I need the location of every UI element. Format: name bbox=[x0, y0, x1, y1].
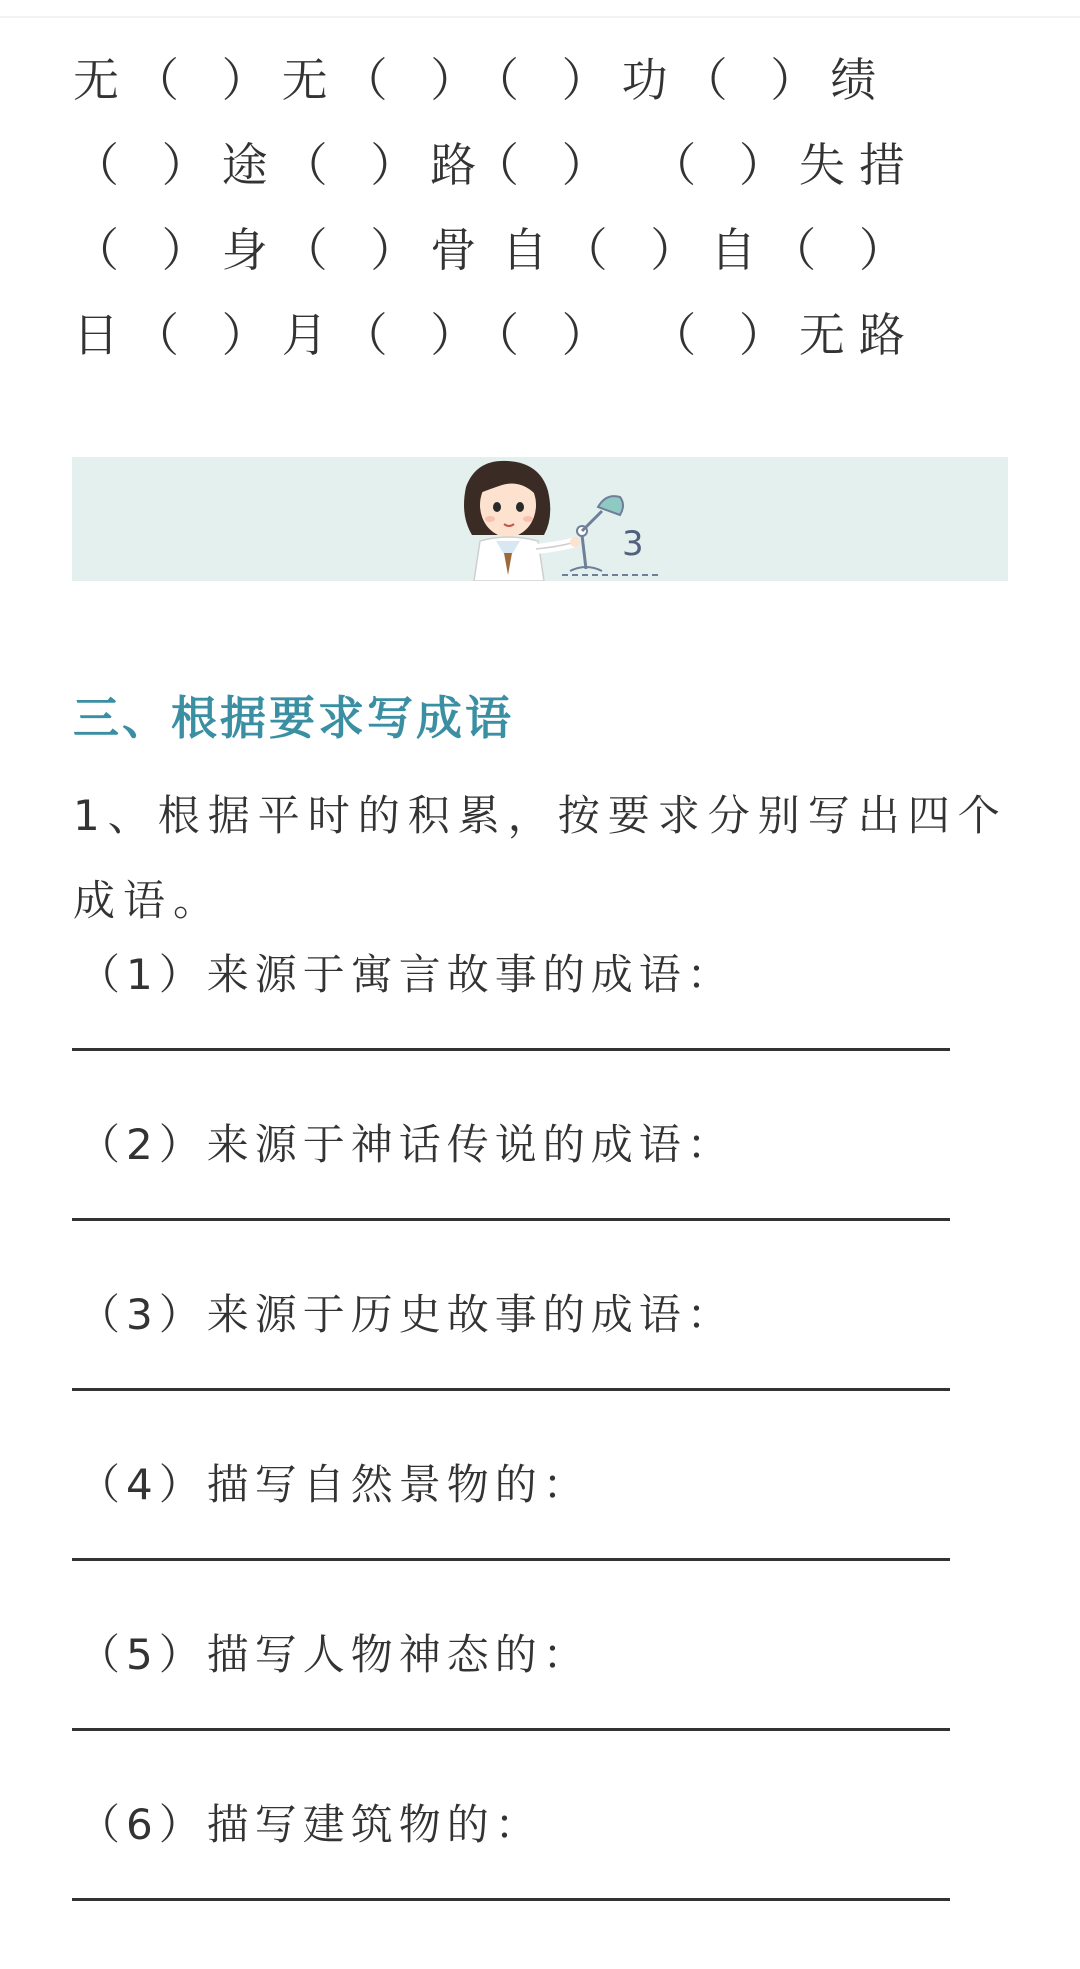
answer-blank-line[interactable] bbox=[72, 1218, 950, 1221]
idiom-fill-grid bbox=[73, 38, 1033, 378]
sub-question bbox=[78, 1625, 998, 1685]
idiom-item: 无（ ）无（ ） bbox=[73, 53, 491, 107]
sub-question bbox=[78, 1455, 998, 1515]
sub-question bbox=[78, 945, 998, 1005]
sub-question-label: （1）来源于寓言故事的成语： bbox=[78, 950, 735, 999]
sub-question-label: （4）描写自然景物的： bbox=[78, 1460, 591, 1509]
idiom-item: （ ） （ ）无路 bbox=[473, 308, 919, 362]
answer-blank-line[interactable] bbox=[72, 1388, 950, 1391]
sub-question bbox=[78, 1115, 998, 1175]
idiom-row bbox=[73, 208, 1033, 293]
teacher-with-desk-lamp-illustration-icon bbox=[436, 457, 666, 581]
idiom-item: （ ）功（ ）绩 bbox=[473, 53, 891, 107]
section-banner bbox=[72, 457, 1008, 581]
section-title: 三、根据要求写成语 bbox=[73, 691, 514, 745]
banner-numeral: 3 bbox=[622, 524, 644, 564]
question-text: 1、根据平时的积累，按要求分别写出四个成语。 bbox=[73, 791, 1008, 925]
answer-blank-line[interactable] bbox=[72, 1728, 950, 1731]
answer-blank-line[interactable] bbox=[72, 1048, 950, 1051]
sub-question-label: （3）来源于历史故事的成语： bbox=[78, 1290, 735, 1339]
idiom-row bbox=[73, 38, 1033, 123]
idiom-row bbox=[73, 123, 1033, 208]
idiom-item: 日（ ）月（ ） bbox=[73, 308, 491, 362]
sub-question bbox=[78, 1795, 998, 1855]
idiom-item: （ ） （ ）失措 bbox=[473, 138, 919, 192]
idiom-row bbox=[73, 293, 1033, 378]
idiom-item: 自（ ）自（ ） bbox=[473, 223, 919, 277]
answer-blank-line[interactable] bbox=[72, 1558, 950, 1561]
sub-question-label: （5）描写人物神态的： bbox=[78, 1630, 591, 1679]
answer-blank-line[interactable] bbox=[72, 1898, 950, 1901]
idiom-item: （ ）身（ ）骨 bbox=[73, 223, 491, 277]
sub-question-label: （6）描写建筑物的： bbox=[78, 1800, 543, 1849]
idiom-item: （ ）途（ ）路 bbox=[73, 138, 491, 192]
top-divider bbox=[0, 16, 1080, 18]
sub-question-label: （2）来源于神话传说的成语： bbox=[78, 1120, 735, 1169]
sub-question bbox=[78, 1285, 998, 1345]
